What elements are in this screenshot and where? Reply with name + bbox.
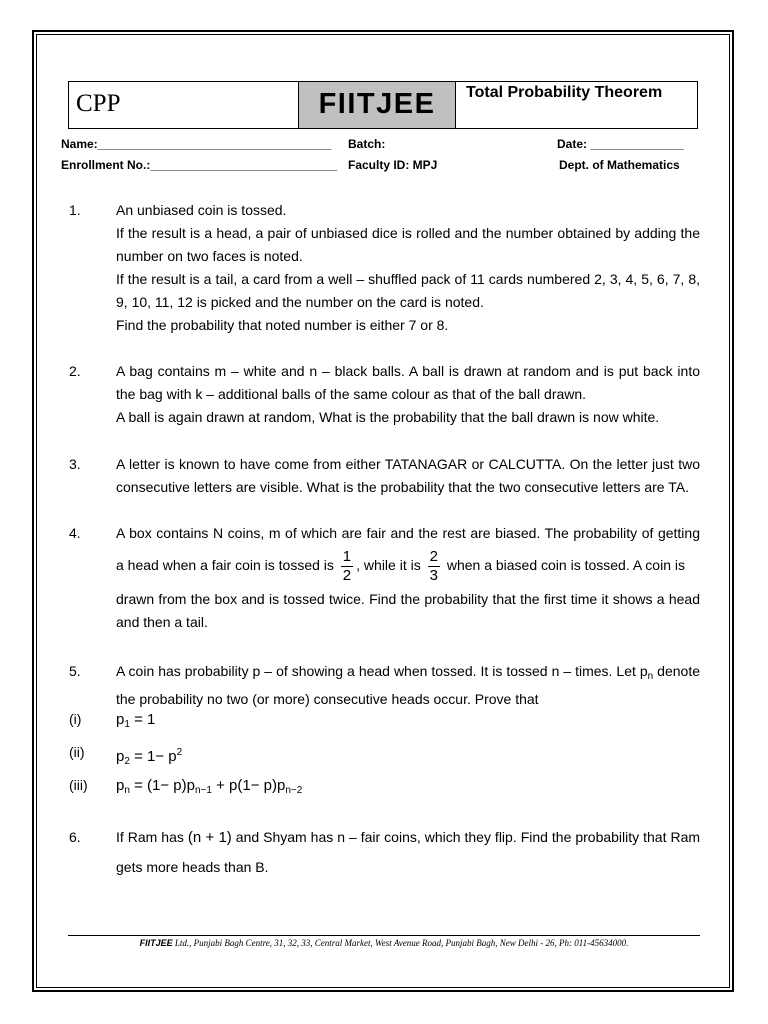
department: Dept. of Mathematics xyxy=(559,158,680,172)
text-fragment: and Shyam has n – fair coins, which they flip. Find the probability that Ram xyxy=(235,829,701,845)
math-expression: (n + 1) xyxy=(187,829,232,846)
question-text: An unbiased coin is tossed. xyxy=(116,202,287,218)
equation xyxy=(116,774,700,802)
question-text: If the result is a head, a pair of unbiased dice is rolled and the number obtained by adding the number on two faces is noted. xyxy=(116,225,700,264)
question-number: 2. xyxy=(69,363,81,379)
text-fragment: when a biased coin is tossed. A coin is xyxy=(446,557,685,574)
equation xyxy=(116,708,700,736)
question-number: 1. xyxy=(69,202,81,218)
eq-symbol: p xyxy=(116,777,125,794)
subscript: n xyxy=(647,671,654,682)
fraction-two-thirds xyxy=(428,548,440,585)
numerator: 2 xyxy=(429,548,438,565)
eq-text: = (1− p)p xyxy=(129,777,195,794)
header-cpp: CPP xyxy=(69,82,299,128)
question-number: 6. xyxy=(69,829,81,845)
denominator: 2 xyxy=(342,567,352,584)
question-text xyxy=(116,826,700,849)
footer-divider xyxy=(68,935,700,936)
question-number: 3. xyxy=(69,456,81,472)
subpart-label: (ii) xyxy=(69,744,85,760)
subscript: n−2 xyxy=(285,785,303,796)
subscript: n xyxy=(124,785,130,796)
fraction-one-half xyxy=(341,548,353,585)
equation xyxy=(116,741,700,773)
question-text-with-fractions xyxy=(116,548,700,585)
question-text: If the result is a tail, a card from a well – shuffled pack of 11 cards numbered 2, 3, 4, 5, 6, 7, 8, 9, 10, 11, 12 is picked and the number on the card is noted. xyxy=(116,271,700,310)
eq-text: + p(1− p)p xyxy=(211,777,286,794)
superscript: 2 xyxy=(176,747,183,758)
question-text: gets more heads than B. xyxy=(116,859,269,875)
date-field: Date: ______________ xyxy=(557,137,684,151)
footer-address: Ltd., Punjabi Bagh Centre, 31, 32, 33, Central Market, West Avenue Road, Punjabi Bagh, New Delhi - 26, Ph: 011-45634000. xyxy=(172,938,629,948)
subscript: 1 xyxy=(124,719,130,730)
question-text: A box contains N coins, m of which are fair and the rest are biased. The probability of getting xyxy=(116,525,700,541)
question-text: the probability no two (or more) consecutive heads occur. Prove that xyxy=(116,691,539,707)
question-number: 4. xyxy=(69,525,81,541)
batch-field: Batch: xyxy=(348,137,386,151)
subpart-label: (i) xyxy=(69,711,82,727)
eq-symbol: p xyxy=(116,748,125,765)
header-box xyxy=(68,81,698,129)
text-fragment: , while it is xyxy=(356,557,421,574)
text-fragment: A coin has probability p – of showing a head when tossed. It is tossed n – times. Let p xyxy=(116,663,648,679)
question-text: A letter is known to have come from either TATANAGAR or CALCUTTA. On the letter just two consecutive letters are visible. What is the probability that the two consecutive letters are TA. xyxy=(116,456,700,495)
subscript: 2 xyxy=(124,756,130,767)
subpart-label: (iii) xyxy=(69,777,88,793)
text-fragment: If Ram has xyxy=(116,829,184,845)
brand-logo: FIITJEE xyxy=(299,82,456,128)
subscript: n−1 xyxy=(194,785,212,796)
page-title: Total Probability Theorem xyxy=(466,84,663,101)
text-fragment: a head when a fair coin is tossed is xyxy=(116,557,334,574)
question-text: A ball is again drawn at random, What is the probability that the ball drawn is now white. xyxy=(116,409,660,425)
question-number: 5. xyxy=(69,663,81,679)
faculty-id: Faculty ID: MPJ xyxy=(348,158,438,172)
question-text: drawn from the box and is tossed twice. Find the probability that the first time it shows a head and then a tail. xyxy=(116,591,700,630)
eq-text: = 1− p xyxy=(129,748,177,765)
eq-text: = 1 xyxy=(129,711,156,728)
question-text: A bag contains m – white and n – black balls. A ball is drawn at random and is put back into the bag with k – additional balls of the same colour as that of the ball drawn. xyxy=(116,363,700,402)
text-fragment: denote xyxy=(653,663,700,679)
denominator: 3 xyxy=(429,567,438,584)
footer xyxy=(68,938,700,948)
eq-symbol: p xyxy=(116,711,125,728)
question-text: Find the probability that noted number is either 7 or 8. xyxy=(116,317,449,333)
name-field: Name:___________________________________ xyxy=(61,137,332,151)
enrollment-field: Enrollment No.:____________________________ xyxy=(61,158,338,172)
question-text xyxy=(116,660,700,688)
numerator: 1 xyxy=(342,548,352,565)
footer-brand: FIITJEE xyxy=(139,938,173,948)
